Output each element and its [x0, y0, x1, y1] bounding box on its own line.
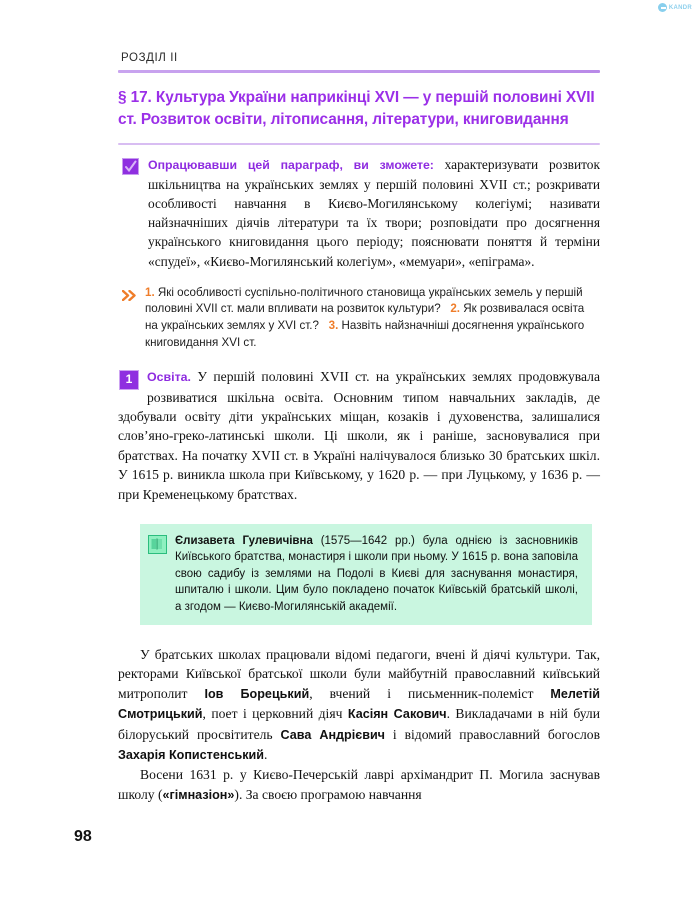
biography-infobox-text	[175, 533, 578, 615]
closing-paragraph-2	[118, 765, 600, 805]
person-kasiian-sakovych: Касіян Сакович	[347, 707, 447, 722]
section-education-paragraph	[118, 367, 600, 504]
title-underrule	[118, 143, 600, 145]
closing-p1-text-1: У братських школах працювали відомі педагоги, вчені й діячі культури. Так, ректорами Київської братської школи були майбутній православний київський митрополит	[118, 646, 600, 701]
check-icon	[122, 158, 139, 175]
closing-p1-text-4: . Викладачами в ній були білоруський просвітитель	[118, 706, 600, 742]
biography-body: (1575—1642 рр.) була однією із засновників Київського братства, монастиря і школи при ньому. У 1615 р. вона заповіла свою садибу із землями на Подолі в Києві для заснування монастиря, шпиталю і школи. Цим було покладено початок Київській братській школі, а згодом — Києво-Могилянській академії.	[175, 534, 579, 613]
watermark-dot-icon	[658, 3, 667, 12]
person-zakhariia-kopystenskyi: Захарія Копистенський	[118, 748, 264, 762]
closing-p1-text-2: , вчений і письменник-полеміст	[309, 685, 551, 701]
term-gymnasion: «гімназіон»	[162, 787, 235, 802]
header-rule	[118, 70, 600, 73]
question-number-2: 2.	[450, 302, 461, 316]
closing-p1-text-3: , поет і церковний діяч	[202, 706, 348, 722]
person-meletii-smotrytskyi: Мелетій Смотрицький	[118, 686, 600, 722]
running-head: РОЗДІЛ II	[121, 52, 178, 64]
closing-paragraphs	[118, 645, 600, 805]
book-icon	[148, 535, 167, 554]
closing-p2-text-1: Восени 1631 р. у Києво-Печерській лаврі архімандрит П. Могила заснував школу (	[118, 767, 600, 802]
closing-p1-text-5: і відомий православний богослов	[385, 726, 600, 742]
question-text-1: Які особливості суспільно-політичного становища українських земель у першій половині XVII ст. мали впливати на розвиток культури?	[145, 285, 583, 316]
page-title: § 17. Культура України наприкінці XVI — у першій половині XVII ст. Розвиток освіти, літописання, літератури, книговидання	[118, 89, 595, 128]
closing-p2-text-2: ). За своєю програмою навчання	[234, 786, 422, 802]
watermark-logo	[658, 3, 692, 12]
learning-goals-block	[118, 155, 600, 271]
watermark-label: KANDR	[668, 4, 692, 11]
question-text-3: Назвіть найзначніші досягнення українського книговидання XVI ст.	[145, 318, 585, 349]
learning-goals-body: характеризувати розвиток шкільництва на українських землях у першій половині XVII ст.; розкривати особливості навчання в Києво-Могилянському колегіумі; називати найзначніших діячів літератури та їх твори; розповідати про досягнення українського книговидання цього періоду; пояснювати поняття й терміни «спудеї», «Києво-Могилянський колегіум», «мемуари», «епіграма».	[148, 156, 600, 269]
review-questions-text	[145, 285, 600, 351]
closing-p1-text-6: .	[263, 747, 268, 762]
question-text-2: Як розвивалася освіта на українських землях у XVI ст.?	[145, 302, 585, 332]
question-number-1: 1.	[145, 285, 155, 299]
biography-person-name: Єлизавета Гулевичівна	[175, 534, 313, 547]
learning-goals-text	[148, 155, 600, 271]
learning-goals-lead: Опрацювавши цей параграф, ви зможете:	[148, 157, 434, 172]
biography-infobox	[140, 524, 592, 625]
question-number-3: 3.	[328, 318, 339, 332]
section-number-badge: 1	[119, 370, 139, 390]
review-questions-block	[118, 285, 600, 351]
person-sava-andriievych: Сава Андрієвич	[280, 727, 385, 742]
page-number: 98	[74, 828, 92, 845]
section-education-term: Освіта.	[147, 370, 191, 385]
page-content	[118, 52, 600, 805]
double-chevron-right-icon	[122, 289, 137, 305]
closing-paragraph-1	[118, 645, 600, 765]
section-education-body: У першій половині XVII ст. на українських землях продовжувала розвиватися шкільна освіта. Основним типом навчальних закладів, де здобували освіту діти українських міщан, козаків і духовенства, залишалися слов’яно-греко-латинські школи. Ці школи, як і раніше, засновувалися при братствах. На початку XVII ст. в Україні налічувалося близько 30 братських шкіл. У 1615 р. виникла школа при Київському, у 1620 р. — при Луцькому, у 1636 р. — при Кременецькому братствах.	[118, 369, 600, 502]
person-iov-boretskyi: Іов Борецький	[204, 686, 310, 701]
section-education	[118, 367, 600, 504]
